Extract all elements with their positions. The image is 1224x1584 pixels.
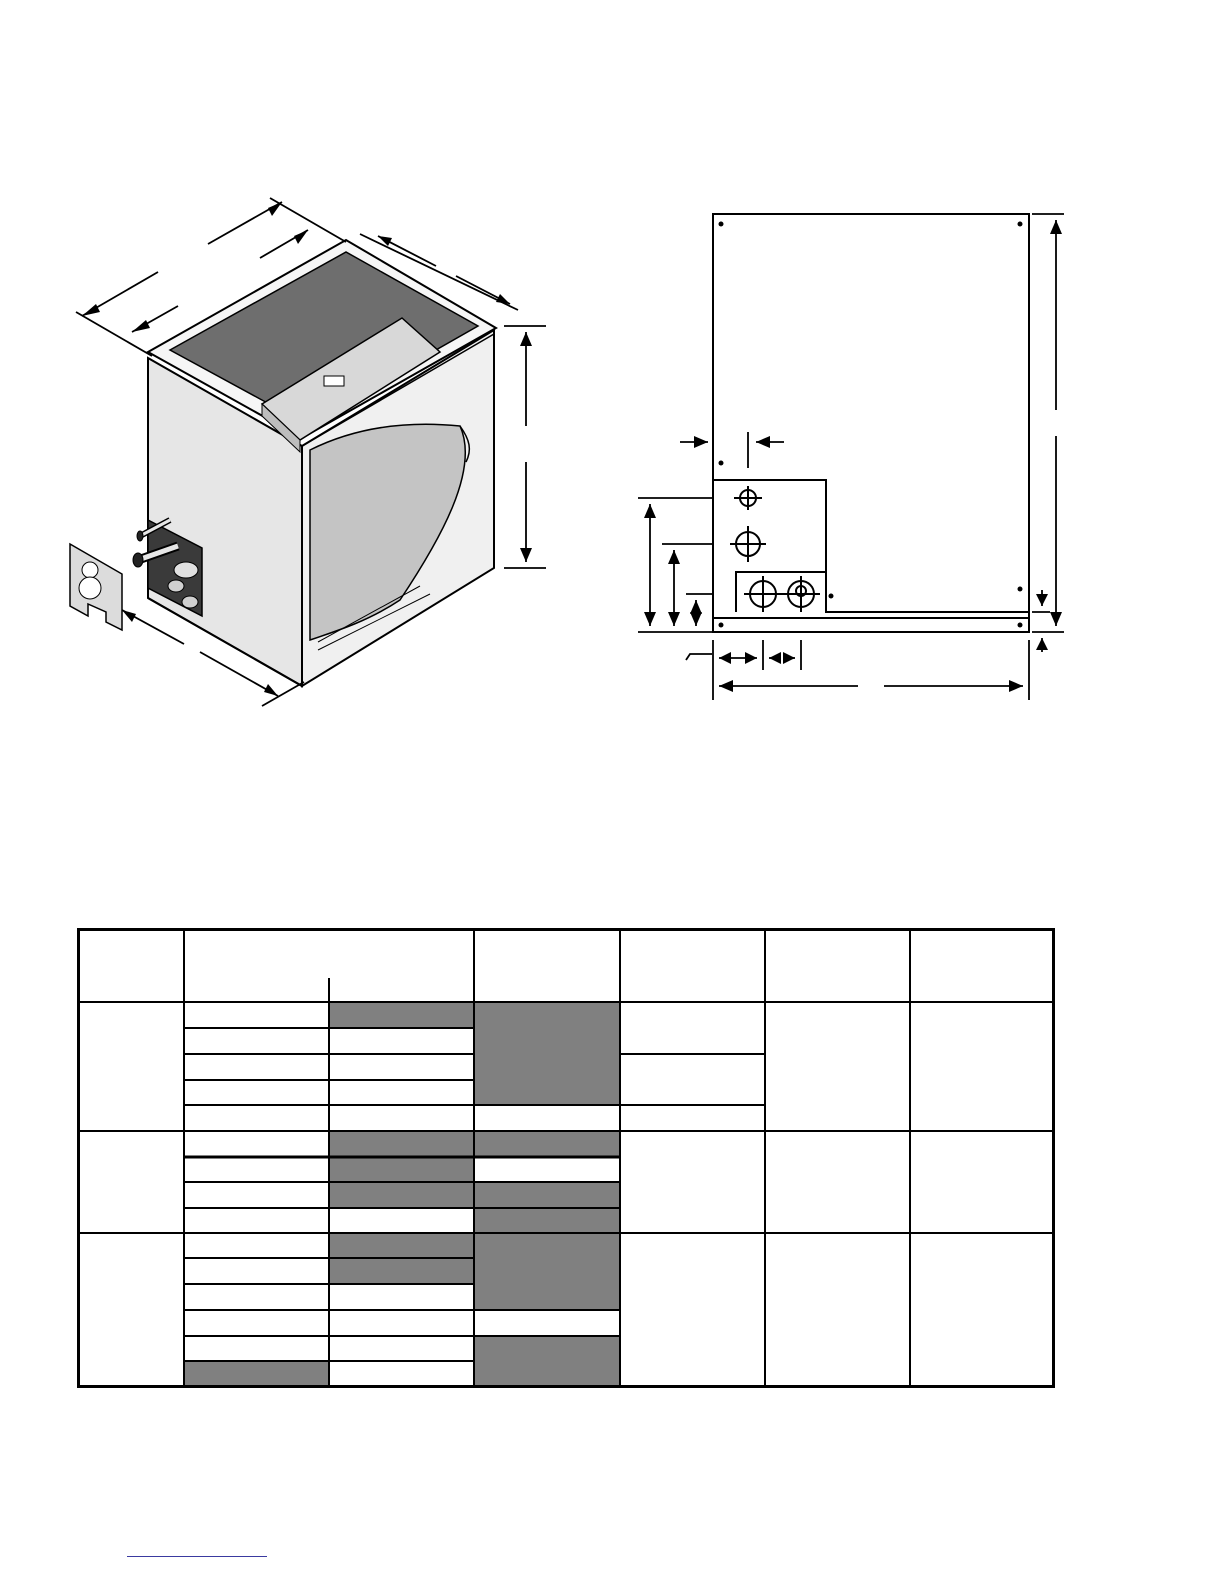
front-view bbox=[638, 214, 1064, 700]
shaded-cell bbox=[474, 1131, 620, 1157]
shaded-cell bbox=[474, 1336, 620, 1361]
shaded-cell bbox=[474, 1002, 620, 1028]
shaded-cell bbox=[329, 1182, 474, 1208]
spec-table bbox=[77, 928, 1055, 1388]
shaded-cell bbox=[329, 1233, 474, 1258]
shaded-cell bbox=[474, 1182, 620, 1208]
shaded-cell bbox=[474, 1080, 620, 1105]
isometric-coil-cabinet bbox=[70, 198, 546, 706]
shaded-cell bbox=[329, 1131, 474, 1157]
table-grid bbox=[77, 928, 1055, 1388]
shaded-cell bbox=[329, 1258, 474, 1284]
shaded-cell bbox=[329, 1157, 474, 1182]
shaded-cell bbox=[474, 1028, 620, 1054]
shaded-cell bbox=[184, 1361, 329, 1388]
shaded-cell bbox=[474, 1054, 620, 1080]
shaded-cells bbox=[184, 1002, 620, 1388]
technical-drawing bbox=[0, 0, 1224, 760]
shaded-cell bbox=[474, 1284, 620, 1310]
shaded-cell bbox=[474, 1258, 620, 1284]
shaded-cell bbox=[474, 1361, 620, 1388]
shaded-cell bbox=[474, 1233, 620, 1258]
footer-link-underline[interactable] bbox=[127, 1556, 267, 1557]
front-panel-outline bbox=[713, 214, 1029, 632]
shaded-cell bbox=[329, 1002, 474, 1028]
shaded-cell bbox=[474, 1208, 620, 1233]
